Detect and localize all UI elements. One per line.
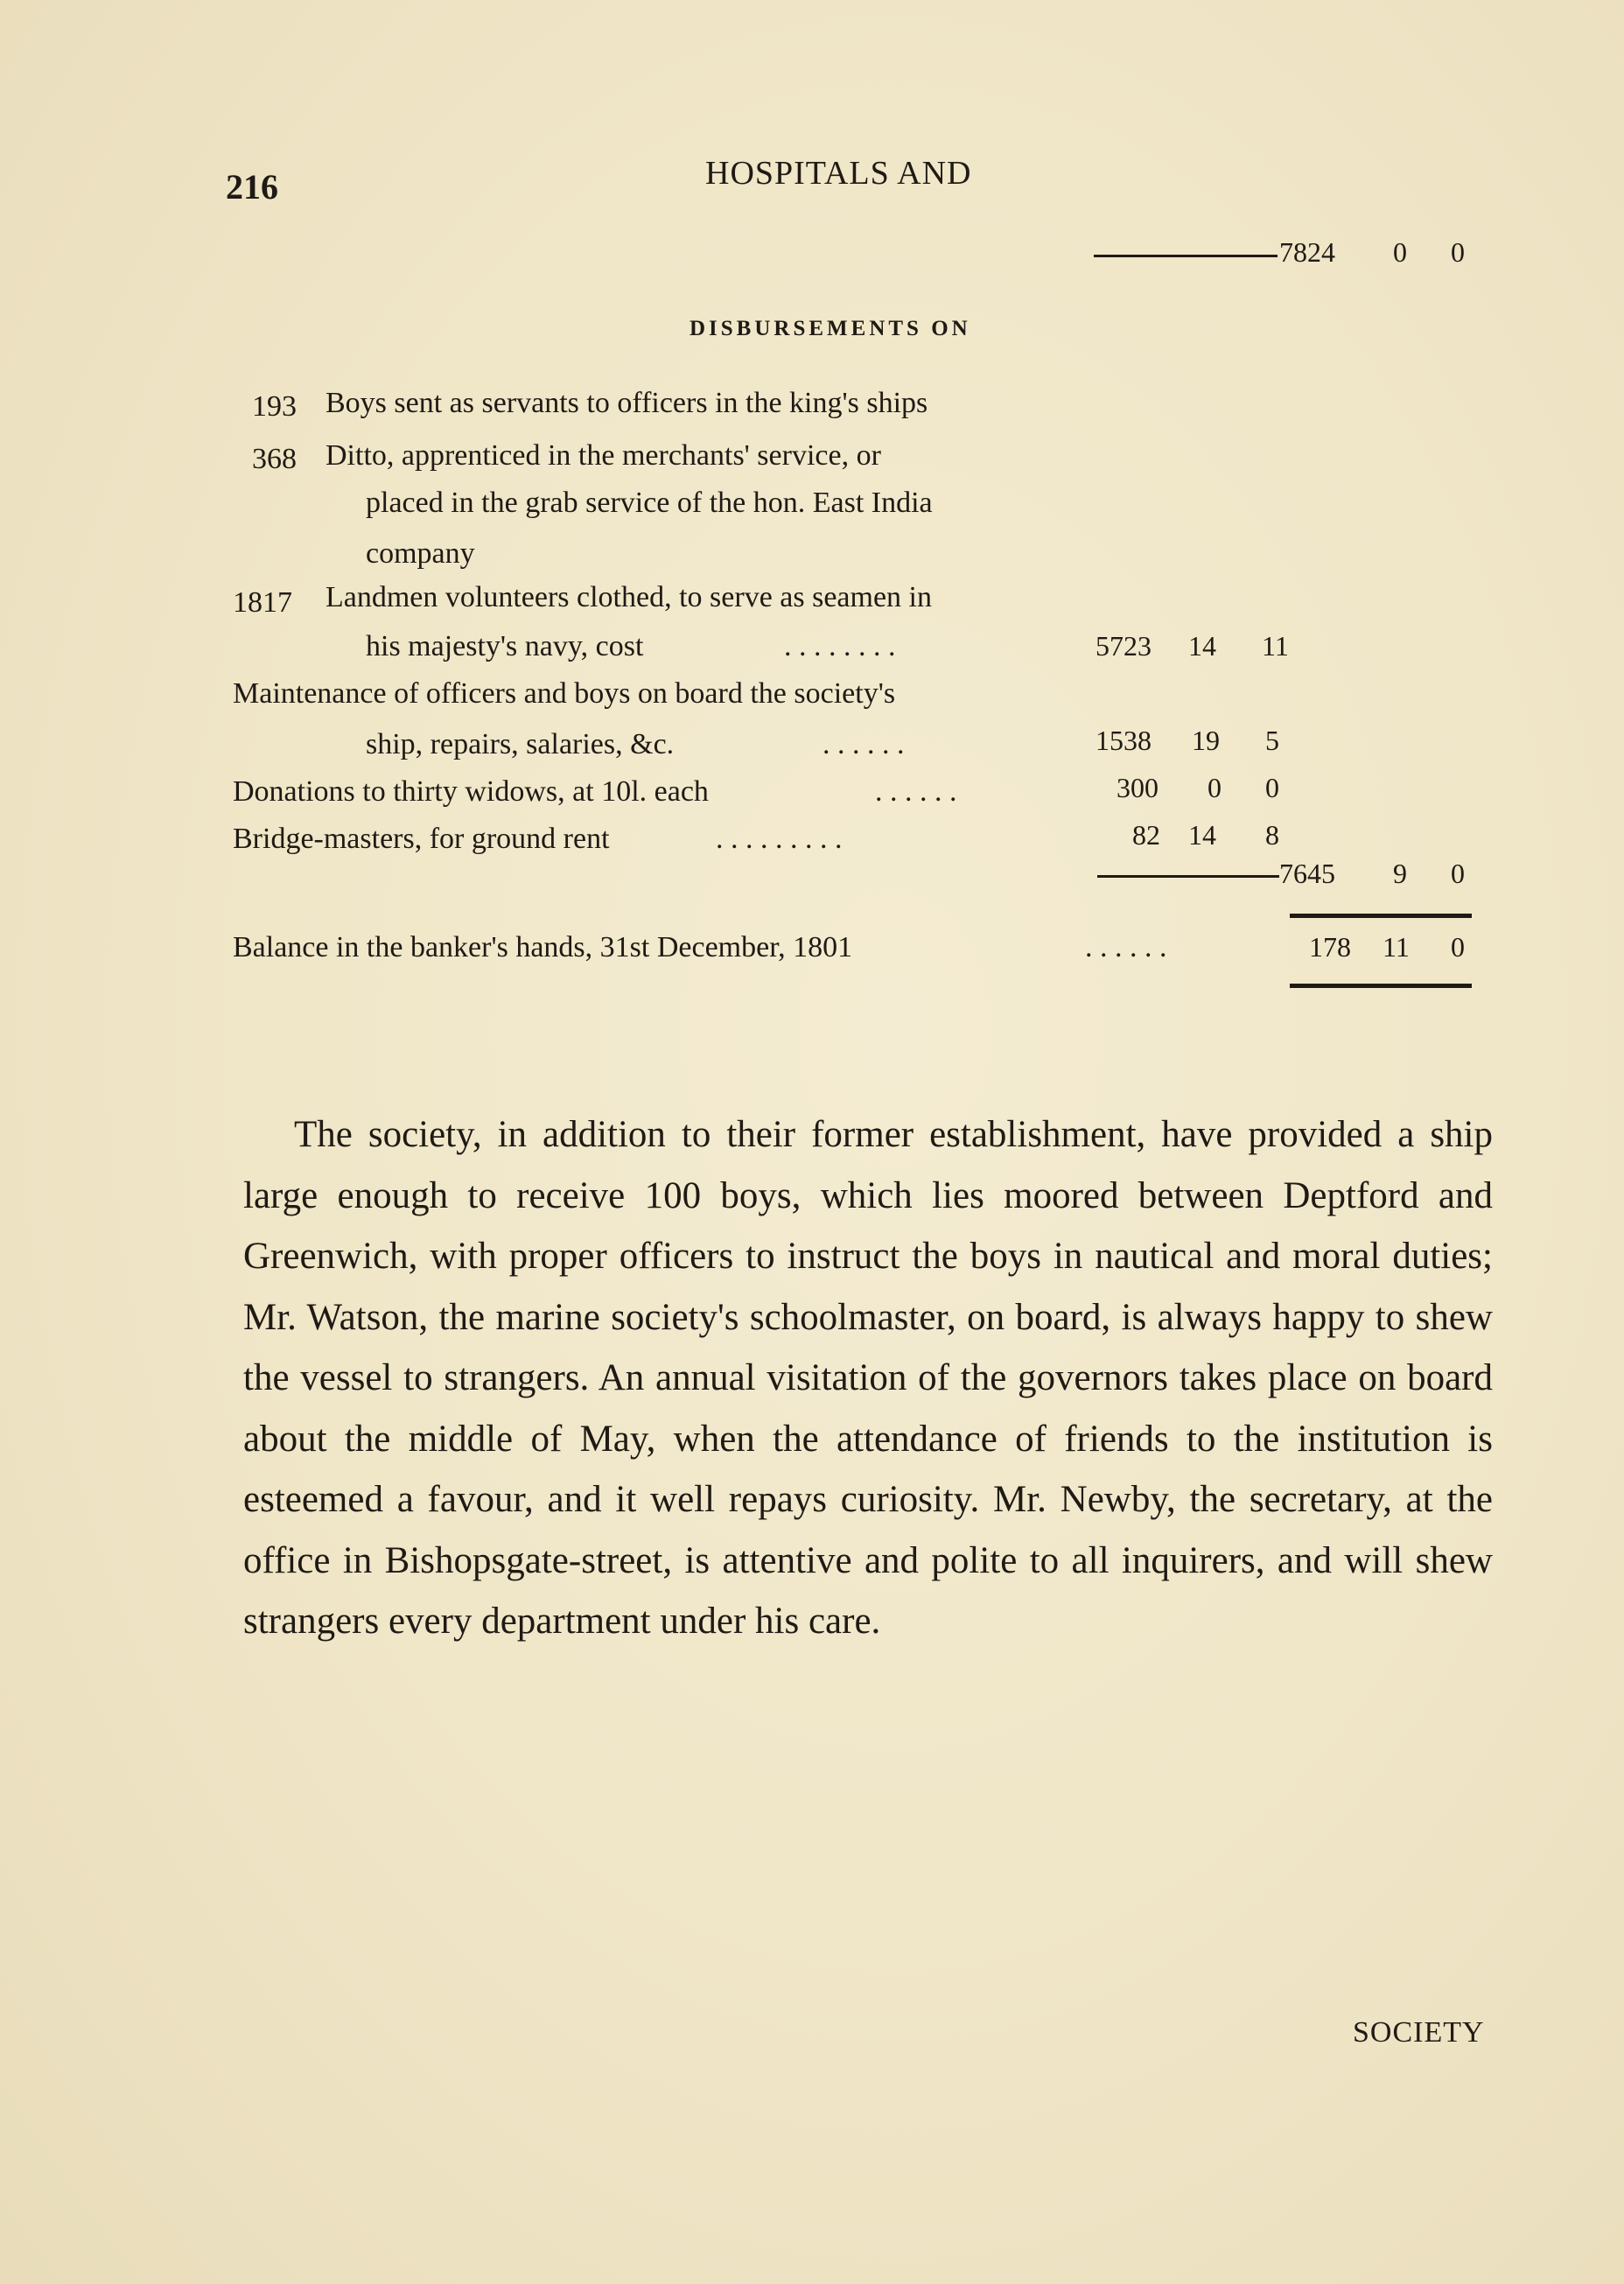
- amount-pence: 0: [1265, 772, 1279, 803]
- entry-line: Bridge-masters, for ground rent: [233, 823, 610, 855]
- dot-leader: . . . . . .: [822, 728, 905, 760]
- amount-shillings: 0: [1208, 772, 1222, 803]
- page-number: 216: [226, 167, 278, 207]
- amount-shillings: 14: [1188, 819, 1216, 851]
- amount-pounds: 1538: [1096, 725, 1152, 756]
- entry-line: placed in the grab service of the hon. East India: [366, 487, 933, 519]
- balance-pence: 0: [1451, 931, 1465, 963]
- balance-lower-rule: [1290, 984, 1472, 988]
- entry-line: Maintenance of officers and boys on board the society's: [233, 677, 896, 710]
- amount-pounds: 5723: [1096, 630, 1152, 662]
- catchword: SOCIETY: [1353, 2016, 1485, 2049]
- balance-upper-rule: [1290, 914, 1472, 918]
- disbursement-total-shillings: 9: [1393, 858, 1407, 889]
- carried-total-rule: [1094, 255, 1278, 257]
- section-heading: DISBURSEMENTS ON: [690, 317, 971, 340]
- carried-total-pence: 0: [1451, 236, 1465, 268]
- entry-line: Boys sent as servants to officers in the king's ships: [326, 387, 928, 419]
- dot-leader: . . . . . .: [875, 775, 957, 808]
- entry-count: 368: [252, 443, 297, 475]
- entry-line: ship, repairs, salaries, &c.: [366, 728, 675, 760]
- entry-line: Ditto, apprenticed in the merchants' service, or: [326, 439, 881, 472]
- running-title: HOSPITALS AND: [705, 155, 972, 192]
- dot-leader: . . . . . .: [1085, 931, 1167, 963]
- amount-pounds: 300: [1116, 772, 1158, 803]
- entry-line: Landmen volunteers clothed, to serve as seamen in: [326, 581, 932, 613]
- dot-leader: . . . . . . . .: [784, 630, 896, 662]
- balance-shillings: 11: [1382, 931, 1410, 963]
- disbursement-total-pounds: 7645: [1279, 858, 1335, 889]
- disbursement-total-rule: [1097, 875, 1279, 878]
- amount-pence: 5: [1265, 725, 1279, 756]
- prose-paragraph: [243, 1104, 1493, 1652]
- entry-line: his majesty's navy, cost: [366, 630, 644, 662]
- disbursement-total-pence: 0: [1451, 858, 1465, 889]
- dot-leader: . . . . . . . . .: [716, 823, 843, 855]
- entry-line: Donations to thirty widows, at 10l. each: [233, 775, 709, 808]
- entry-count: 1817: [233, 586, 292, 619]
- entry-count: 193: [252, 390, 297, 423]
- carried-total-pounds: 7824: [1279, 236, 1335, 268]
- amount-pence: 8: [1265, 819, 1279, 851]
- amount-shillings: 19: [1192, 725, 1220, 756]
- balance-label: Balance in the banker's hands, 31st December, 1801: [233, 931, 853, 963]
- amount-pounds: 82: [1132, 819, 1160, 851]
- amount-shillings: 14: [1188, 630, 1216, 662]
- prose-text: The society, in addition to their former establishment, have provided a ship large enough to receive 100 boys, which lies moored between Deptford and Greenwich, with proper officers to instruct the boys in nautical and moral duties; Mr. Watson, the marine society's schoolmaster, on board, is always happy to shew the vessel to strangers. An annual visitation of the governors takes place on board about the middle of May, when the attendance of friends to the institution is esteemed a favour, and it well repays curiosity. Mr. Newby, the secretary, at the office in Bishopsgate-street, is attentive and polite to all inquirers, and will shew strangers every department under his care.: [243, 1114, 1493, 1642]
- entry-line: company: [366, 537, 475, 570]
- amount-pence: 11: [1262, 630, 1289, 662]
- carried-total-shillings: 0: [1393, 236, 1407, 268]
- balance-pounds: 178: [1309, 931, 1351, 963]
